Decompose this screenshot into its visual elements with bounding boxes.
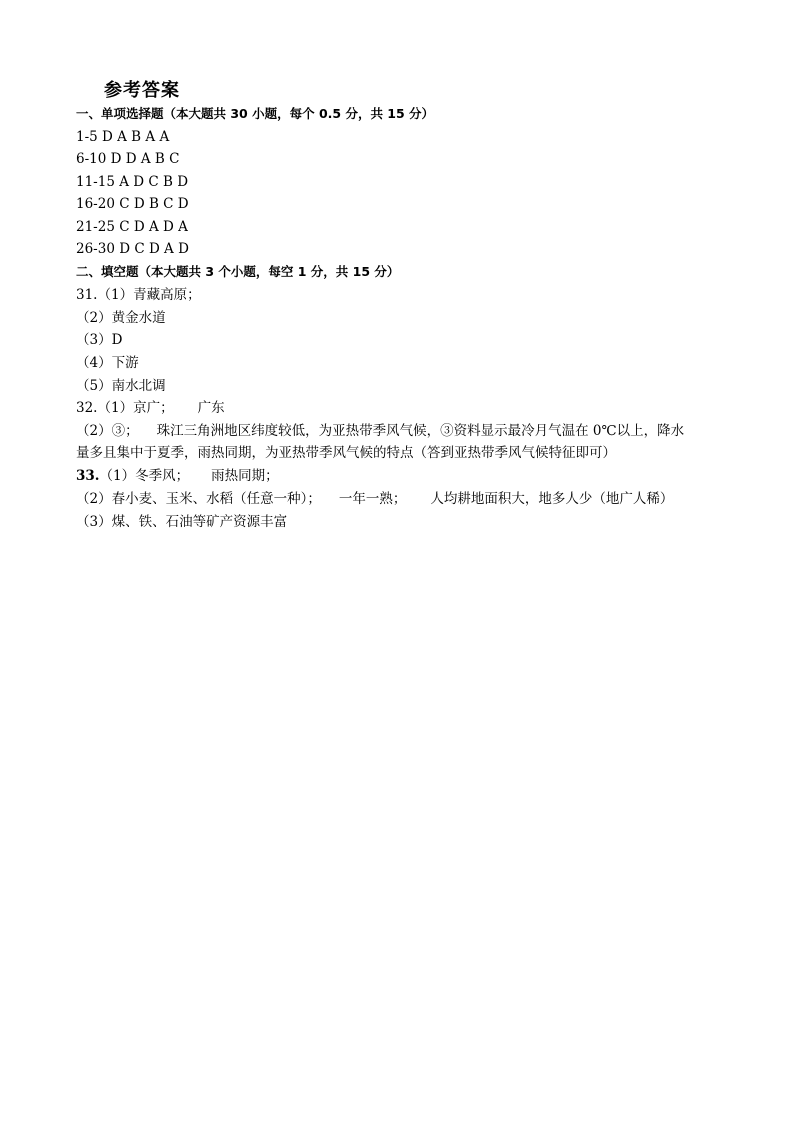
- q31-answer-1: （1）青藏高原；: [97, 287, 201, 303]
- q32-answer-1b: 广东: [197, 400, 225, 416]
- section2-heading: 二、填空题（本大题共 3 个小题，每空 1 分，共 15 分）: [76, 264, 400, 279]
- q32-answer-2b: 珠江三角洲地区纬度较低，为亚热带季风气候，③资料显示最冷月气温在 0℃以上，降水: [156, 423, 685, 439]
- q32-answer-1a: （1）京广；: [97, 400, 174, 416]
- q31-answer-3: （3）D: [76, 332, 123, 348]
- q32-number: 32.: [76, 400, 98, 416]
- q32-item-1: [76, 398, 225, 418]
- q32-item-2: [76, 421, 684, 441]
- q33-item-1: [76, 466, 279, 486]
- q31-number: 31.: [76, 287, 98, 303]
- page-title: 参考答案: [104, 80, 180, 101]
- q32-answer-2a: （2）③；: [76, 423, 139, 439]
- q31-answer-4: （4）下游: [76, 355, 139, 371]
- q31-item-1: [76, 285, 201, 305]
- q33-answer-1a: （1）冬季风；: [99, 468, 190, 484]
- q33-number: 33.: [76, 468, 100, 484]
- q33-answer-2c: 人均耕地面积大，地多人少（地广人稀）: [430, 491, 674, 507]
- q33-item-2: [76, 489, 673, 509]
- q31-answer-5: （5）南水北调: [76, 378, 166, 394]
- answer-row-1: 1-5 D A B A A: [76, 129, 170, 145]
- q33-answer-2b: 一年一熟；: [338, 491, 407, 507]
- q33-answer-3: （3）煤、铁、石油等矿产资源丰富: [76, 514, 288, 530]
- q31-answer-2: （2）黄金水道: [76, 310, 166, 326]
- q33-answer-2a: （2）春小麦、玉米、水稻（任意一种）；: [76, 491, 321, 507]
- section1-heading: 一、单项选择题（本大题共 30 小题，每个 0.5 分，共 15 分）: [76, 106, 435, 121]
- answer-row-6: 26-30 D C D A D: [76, 241, 189, 257]
- answer-row-4: 16-20 C D B C D: [76, 196, 189, 212]
- q33-answer-1b: 雨热同期；: [211, 468, 279, 484]
- answer-row-2: 6-10 D D A B C: [76, 151, 180, 167]
- q32-answer-2c: 量多且集中于夏季，雨热同期，为亚热带季风气候的特点（答到亚热带季风气候特征即可）: [76, 445, 616, 461]
- answer-row-5: 21-25 C D A D A: [76, 219, 188, 235]
- answer-row-3: 11-15 A D C B D: [76, 174, 189, 190]
